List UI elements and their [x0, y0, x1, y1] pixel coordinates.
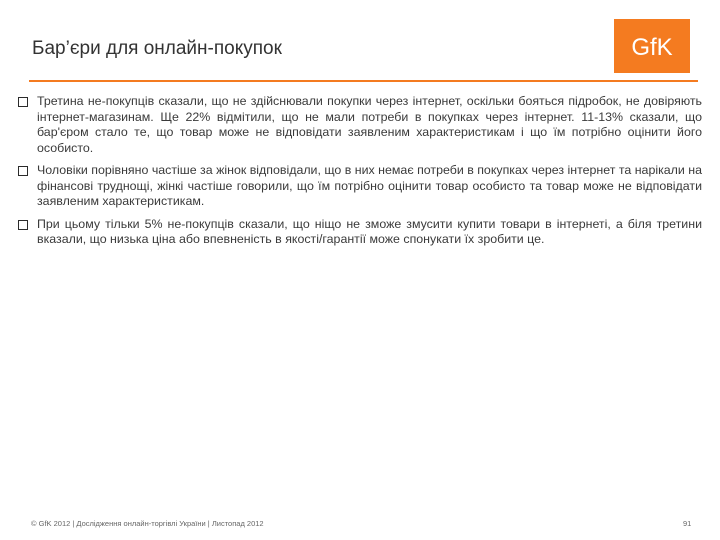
page-title: Бар’єри для онлайн-покупок	[32, 38, 282, 59]
list-item	[18, 217, 702, 248]
list-item	[18, 94, 702, 156]
footer-copyright: © GfK 2012 | Дослідження онлайн-торгівлі України | Листопад 2012	[31, 519, 264, 528]
page-number: 91	[683, 519, 692, 528]
gfk-logo-mark	[619, 29, 685, 63]
list-item	[18, 163, 702, 210]
gfk-logo-text: GfK	[631, 34, 673, 61]
gfk-logo	[614, 19, 690, 73]
bullet-list	[18, 94, 702, 255]
bullet-text: При цьому тільки 5% не-покупців сказали, що ніщо не зможе змусити купити товари в інтернеті, а біля третини вказали, що низька ціна або впевненість в якості/гарантії може спонукати їх зробити це.	[37, 216, 702, 246]
checkbox-bullet-icon	[18, 97, 28, 107]
title-divider	[29, 80, 698, 82]
checkbox-bullet-icon	[18, 220, 28, 230]
bullet-text: Третина не-покупців сказали, що не здійснювали покупки через інтернет, оскільки бояться підробок, не довіряють інтернет-магазинам. Ще 22% відмітили, що не мали потреби в покупках через інтернет. 11-13% сказали, що бар'єром стало те, що товар може не відповідати заявленим характеристикам і що їм потрібно оцінити його особисто.	[37, 94, 702, 155]
checkbox-bullet-icon	[18, 166, 28, 176]
bullet-text: Чоловіки порівняно частіше за жінок відповідали, що в них немає потреби в покупках через інтернет та нарікали на фінансові труднощі, жінкі частіше говорили, що їм потрібно оцінити товар особисто та товар може не відповідати заявленим характеристикам.	[37, 163, 703, 208]
